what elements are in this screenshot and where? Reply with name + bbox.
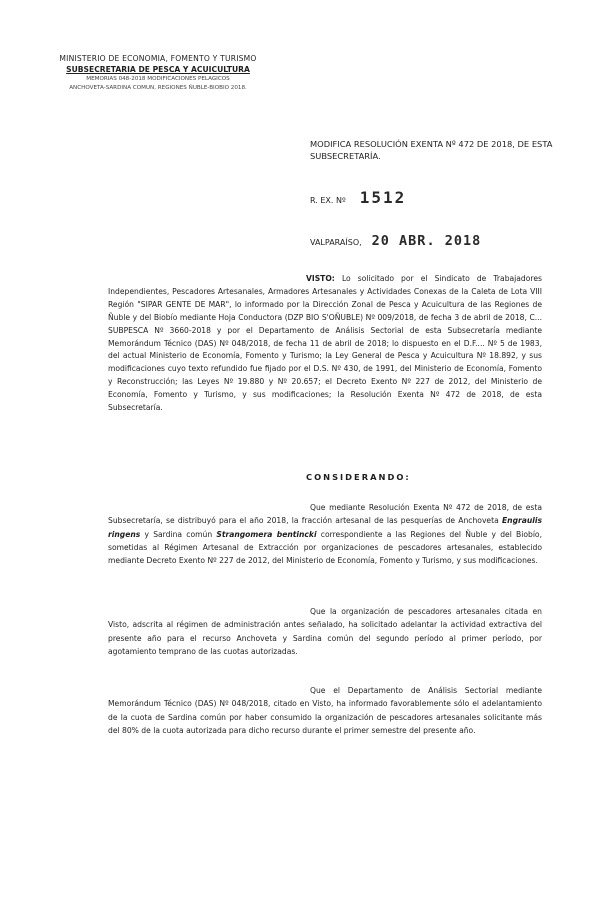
- considerando-paragraph-2: [108, 605, 542, 658]
- letterhead: [38, 53, 278, 93]
- p1-text-c: correspondiente a las Regiones del Ñuble y del Biobío, sometidas al Régimen Artesanal de Extracción por organizaciones de pescadores artesanales, establecido mediante Decreto Exento Nº 227 de 2012, del Ministerio de Economía, Fomento y Turismo, y sus modificaciones.: [108, 529, 542, 566]
- p3-text: Que el Departamento de Análisis Sectorial mediante Memorándum Técnico (DAS) Nº 048/2018, citado en Visto, ha informado favorablemente sólo el adelantamiento de la cuota de Sardina común por haber consumido la organización de pescadores artesanales solicitante más del 80% de la cuota autorizada para dicho recurso durante el primer semestre del presente año.: [108, 686, 542, 735]
- date-stamp: 20 ABR. 2018: [371, 233, 482, 249]
- p1-text-a: Que mediante Resolución Exenta Nº 472 de 2018, de esta Subsecretaría, se distribuyó para el año 2018, la fracción artesanal de las pesquerías de Anchoveta: [108, 503, 542, 526]
- visto-paragraph: [108, 273, 542, 415]
- species-anchoveta: Engraulis ringens: [108, 516, 543, 539]
- p1-text-b: y Sardina común: [144, 529, 213, 539]
- place-date-block: [310, 233, 481, 249]
- city: VALPARAÍSO,: [310, 238, 362, 247]
- considerando-paragraph-3: [108, 684, 542, 737]
- resolution-label: R. EX. Nº: [310, 196, 346, 205]
- ministry-name: MINISTERIO DE ECONOMIA, FOMENTO Y TURISMO: [59, 54, 257, 63]
- resolution-number: 1512: [359, 188, 407, 207]
- considerando-heading: CONSIDERANDO:: [306, 472, 411, 482]
- species-sardina: Strangomera bentincki: [216, 529, 317, 539]
- memo-reference-line-1: MEMORIAS 048-2018 MODIFICACIONES PELAGICOS: [86, 76, 230, 82]
- memo-reference-line-2: ANCHOVETA-SARDINA COMUN, REGIONES ÑUBLE-BIOBIO 2018.: [69, 85, 247, 91]
- resolution-number-block: [310, 188, 406, 207]
- visto-label: VISTO:: [306, 274, 335, 283]
- subject-line: MODIFICA RESOLUCIÓN EXENTA Nº 472 DE 2018, DE ESTA SUBSECRETARÍA.: [310, 139, 553, 161]
- visto-text: Lo solicitado por el Sindicato de Trabajadores Independientes, Pescadores Artesanales, Armadores Artesanales y Actividades Conexas de la Caleta de Lota VIII Región "SIPAR GENTE DE MAR", lo informado por la Dirección Zonal de Pesca y Acuicultura de las Regiones de Ñuble y del Biobío mediante Hoja Conductora (DZP BIO S'OÑUBLE) Nº 009/2018, de fecha 3 de abril de 2018, C... SUBPESCA Nº 3660-2018 y por el Departamento de Análisis Sectorial de esta Subsecretaría mediante Memorándum Técnico (DAS) Nº 048/2018, de fecha 11 de abril de 2018; lo dispuesto en el D.F.... Nº 5 de 1983, del actual Ministerio de Economía, Fomento y Turismo; la Ley General de Pesca y Acuicultura Nº 18.892, y sus modificaciones cuyo texto refundido fue fijado por el D.S. Nº 430, de 1991, del Ministerio de Economía, Fomento y Reconstrucción; las Leyes Nº 19.880 y Nº 20.657; el Decreto Exento Nº 227 de 2012, del Ministerio de Economía, Fomento y Turismo, y sus modificaciones; la Resolución Exenta Nº 472 de 2018, de esta Subsecretaría.: [108, 274, 542, 413]
- considerando-paragraph-1: [108, 501, 542, 567]
- p2-text: Que la organización de pescadores artesanales citada en Visto, adscrita al régimen de administración antes señalado, ha solicitado adelantar la actividad extractiva del presente año para el recurso Anchoveta y Sardina común del segundo período al primer período, por agotamiento temprano de las cuotas autorizadas.: [108, 607, 542, 656]
- subsecretaria-name: SUBSECRETARIA DE PESCA Y ACUICULTURA: [66, 65, 250, 74]
